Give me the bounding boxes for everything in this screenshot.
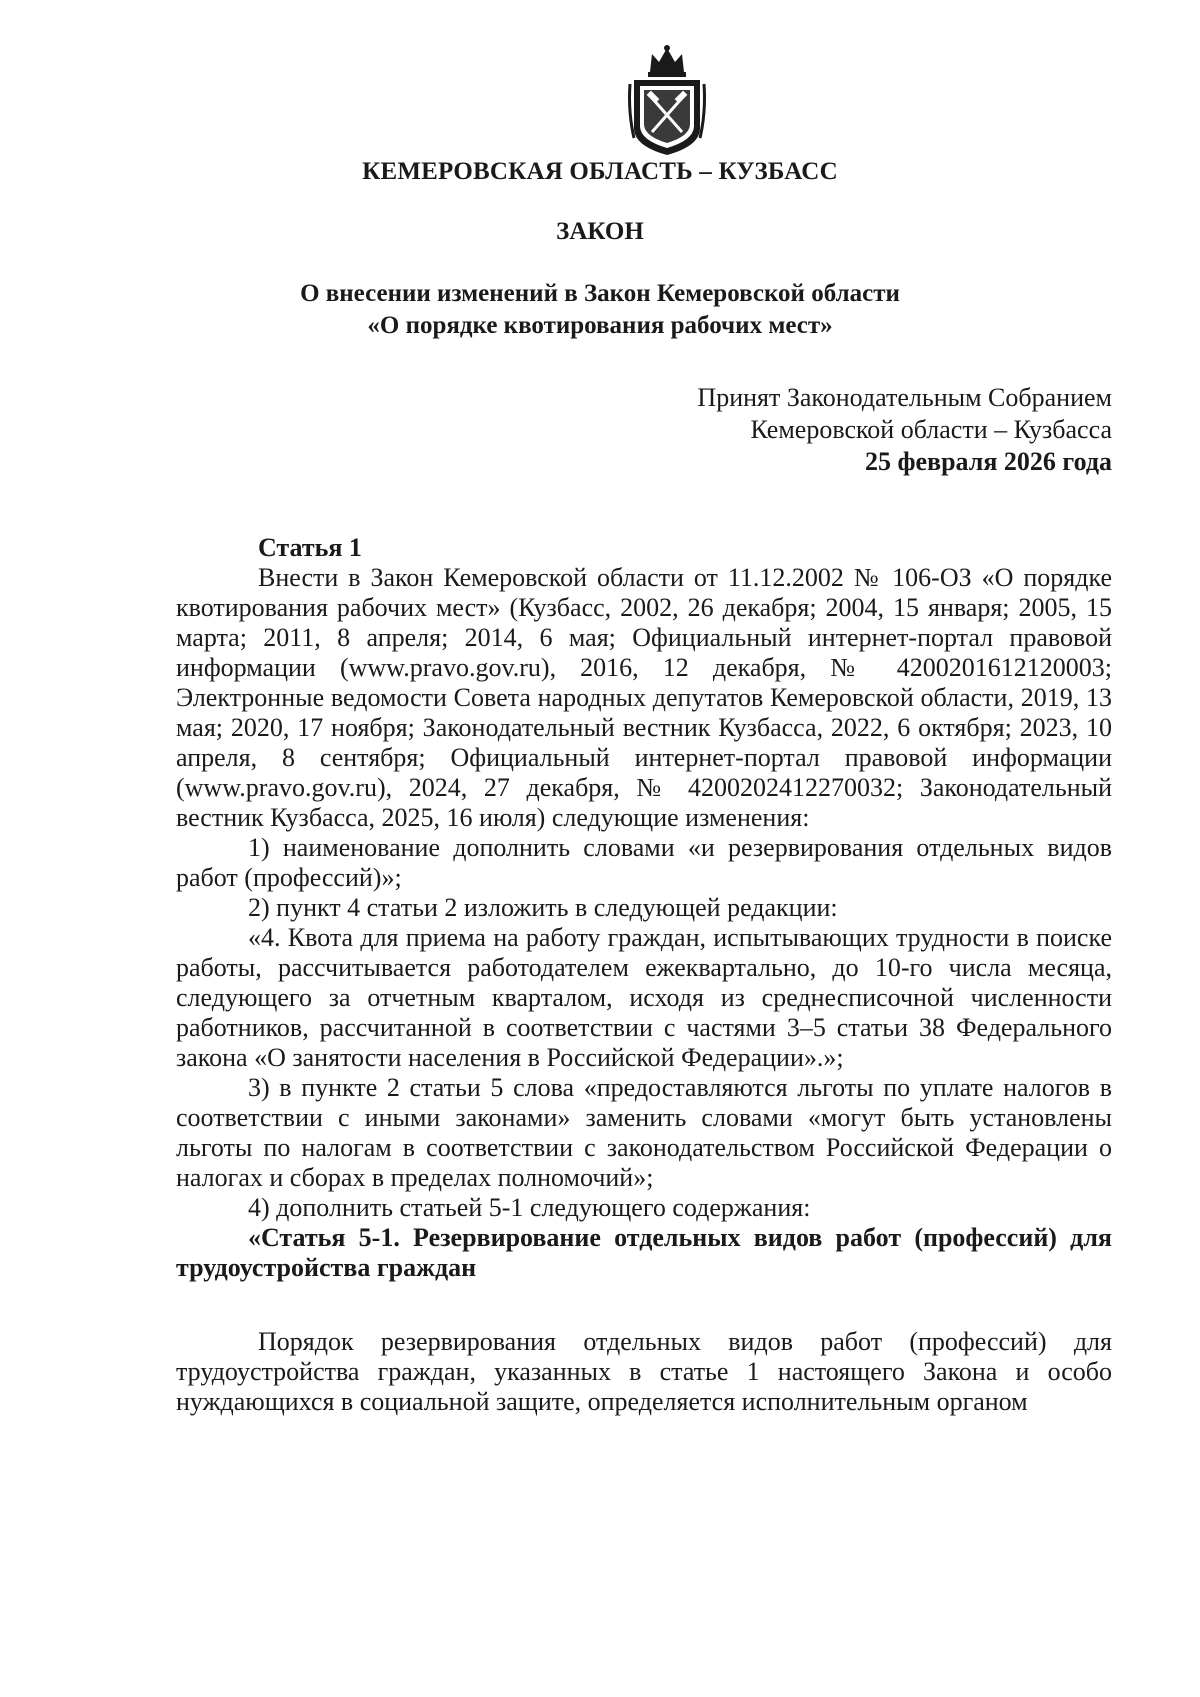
amendment-item-2: 2) пункт 4 статьи 2 изложить в следующей редакции:	[248, 893, 838, 922]
adoption-line-1: Принят Законодательным Собранием	[697, 383, 1112, 412]
amendment-item-3: 3) в пункте 2 статьи 5 слова «предоставляются льготы по уплате налогов в соответствии с иными законами» заменить словами «могут быть установлены льготы по налогам в соответствии с законодательством Российской Федерации о налогах и сборах в пределах полномочий»;	[176, 1073, 1112, 1192]
amendment-item-1: 1) наименование дополнить словами «и резервирования отдельных видов работ (профессий)»;	[176, 833, 1112, 892]
adoption-date: 25 февраля 2026 года	[865, 447, 1112, 476]
amendment-item-4: 4) дополнить статьей 5-1 следующего содержания:	[248, 1193, 811, 1222]
adoption-line-2: Кемеровской области – Кузбасса	[750, 415, 1112, 444]
amendment-item-2-text: «4. Квота для приема на работу граждан, испытывающих трудности в поиске работы, рассчитывается работодателем ежеквартально, до 10-го числа месяца, следующего за отчетным кварталом, исходя из среднесписочной численности работников, рассчитанной в соответствии с частями 3–5 статьи 38 Федерального закона «О занятости населения в Российской Федерации».»;	[176, 923, 1112, 1072]
law-title-line-2: «О порядке квотирования рабочих мест»	[367, 312, 833, 339]
article-5-1-heading: «Статья 5-1. Резервирование отдельных видов работ (профессий) для трудоустройства граждан	[176, 1223, 1112, 1282]
document-type: ЗАКОН	[556, 218, 644, 245]
law-title	[0, 278, 1200, 342]
article-1-heading: Статья 1	[258, 533, 362, 562]
article-5-1-text: Порядок резервирования отдельных видов работ (профессий) для трудоустройства граждан, указанных в статье 1 настоящего Закона и особо нуждающихся в социальной защите, определяется исполнительным органом	[176, 1327, 1112, 1416]
law-body	[176, 533, 1112, 1417]
region-name: КЕМЕРОВСКАЯ ОБЛАСТЬ – КУЗБАСС	[362, 158, 838, 185]
article-1-intro: Внести в Закон Кемеровской области от 11.12.2002 № 106-ОЗ «О порядке квотирования рабочих мест» (Кузбасс, 2002, 26 декабря; 2004, 15 января; 2005, 15 марта; 2011, 8 апреля; 2014, 6 мая; Официальный интернет-портал правовой информации (www.pravo.gov.ru), 2016, 12 декабря, № 4200201612120003; Электронные ведомости Совета народных депутатов Кемеровской области, 2019, 13 мая; 2020, 17 ноября; Законодательный вестник Кузбасса, 2022, 6 октября; 2023, 10 апреля, 8 сентября; Официальный интернет-портал правовой информации (www.pravo.gov.ru), 2024, 27 декабря, № 4200202412270032; Законодательный вестник Кузбасса, 2025, 16 июля) следующие изменения:	[176, 563, 1112, 832]
paragraph-gap	[176, 1283, 1112, 1327]
adoption-block	[552, 382, 1112, 478]
law-title-line-1: О внесении изменений в Закон Кемеровской области	[300, 280, 900, 307]
coat-of-arms-icon	[628, 42, 706, 158]
